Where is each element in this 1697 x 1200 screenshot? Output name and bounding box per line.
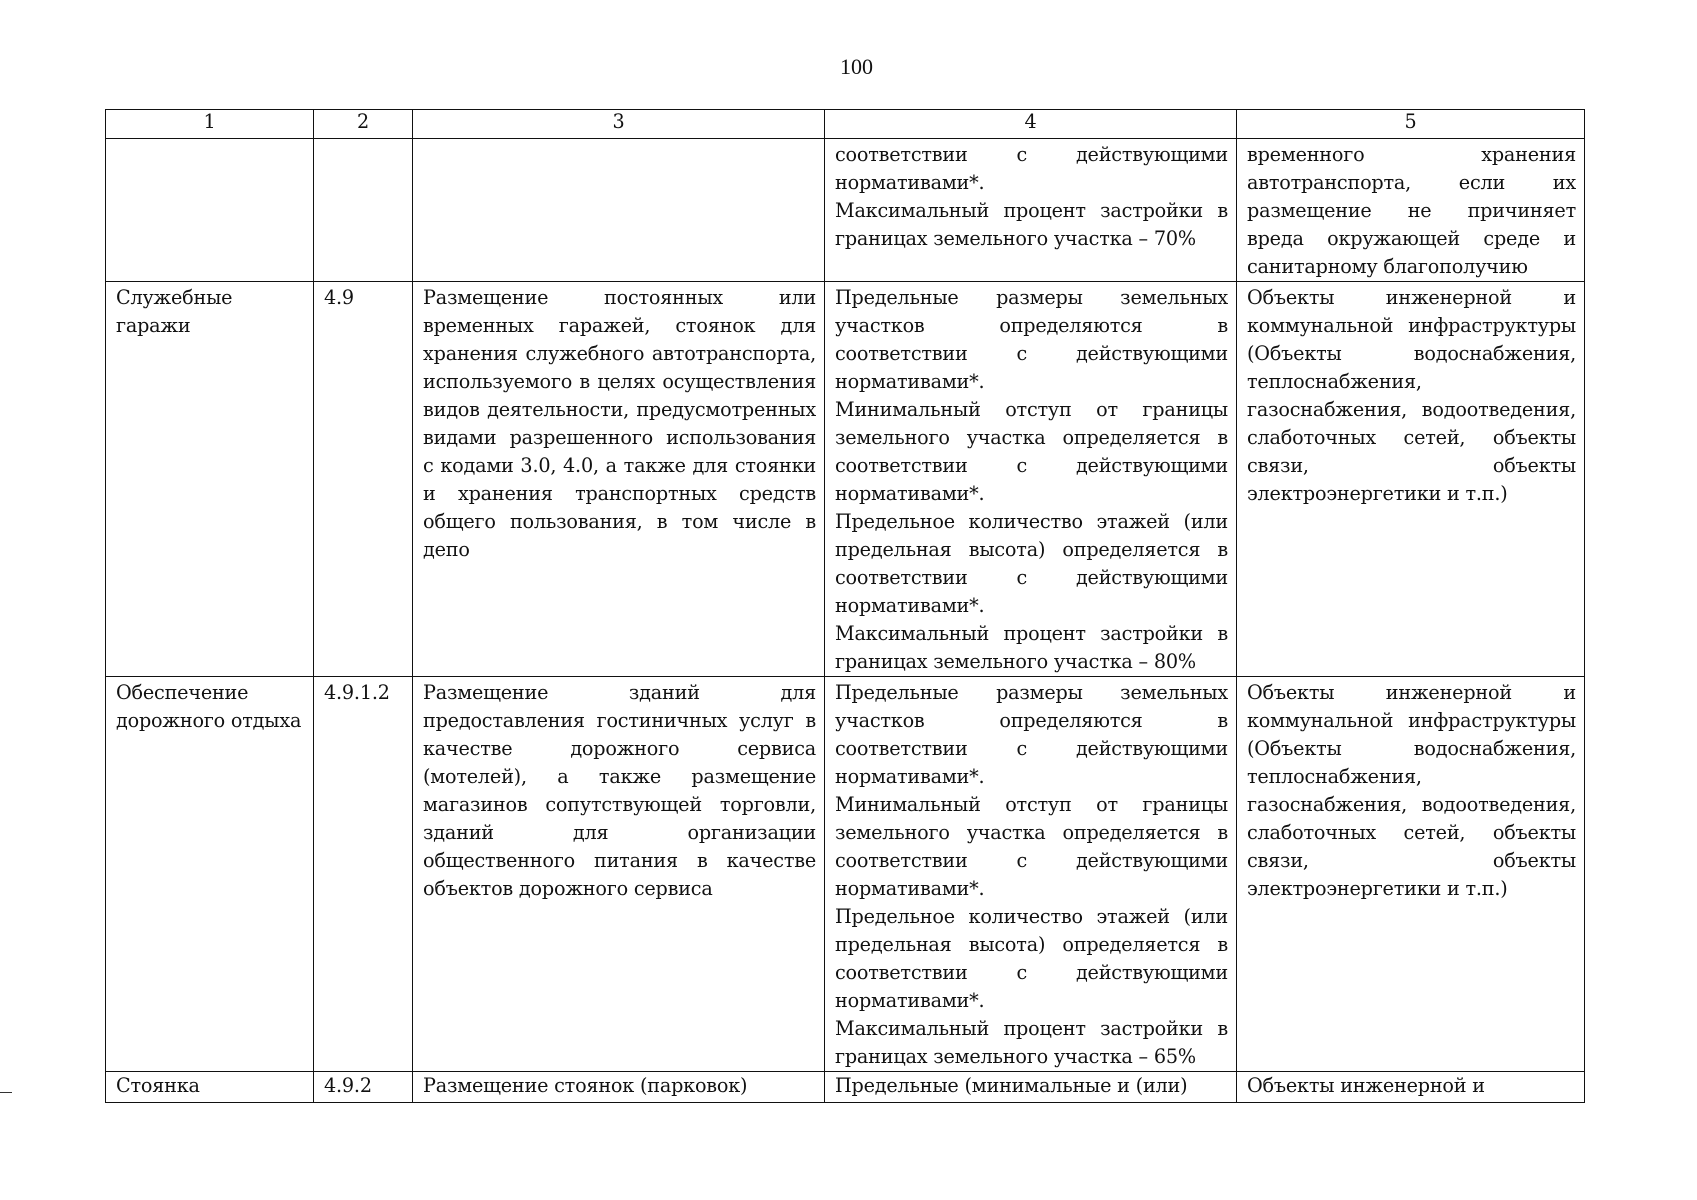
- cell-description: [413, 139, 825, 282]
- cell-code: 4.9.1.2: [314, 677, 413, 1072]
- table-header-row: [106, 110, 1585, 139]
- column-header: 4: [825, 110, 1237, 139]
- cell-objects: Объекты инженерной и коммунальной инфраструктуры (Объекты водоснабжения, теплоснабжения, газоснабжения, водоотведения, слаботочных сетей, объекты связи, объекты электроэнергетики и т.п.): [1237, 282, 1585, 677]
- column-header: 1: [106, 110, 314, 139]
- cell-description: Размещение стоянок (парковок): [413, 1072, 825, 1103]
- cell-description: Размещение зданий для предоставления гостиничных услуг в качестве дорожного сервиса (мотелей), а также размещение магазинов сопутствующей торговли, зданий для организации общественного питания в качестве объектов дорожного сервиса: [413, 677, 825, 1072]
- cell-name: Стоянка: [106, 1072, 314, 1103]
- cell-parameters: Предельные (минимальные и (или): [825, 1072, 1237, 1103]
- cell-name: [106, 139, 314, 282]
- table-row: [106, 282, 1585, 677]
- cell-parameters: Предельные размеры земельных участков определяются в соответствии с действующими нормативами*. Минимальный отступ от границы земельного участка определяется в соответствии с действующими нормативами*. Предельное количество этажей (или предельная высота) определяется в соответствии с действующими нормативами*. Максимальный процент застройки в границах земельного участка – 80%: [825, 282, 1237, 677]
- cell-objects: Объекты инженерной и коммунальной инфраструктуры (Объекты водоснабжения, теплоснабжения, газоснабжения, водоотведения, слаботочных сетей, объекты связи, объекты электроэнергетики и т.п.): [1237, 677, 1585, 1072]
- cell-code: 4.9.2: [314, 1072, 413, 1103]
- cell-code: [314, 139, 413, 282]
- column-header: 3: [413, 110, 825, 139]
- column-header: 2: [314, 110, 413, 139]
- cell-objects: Объекты инженерной и: [1237, 1072, 1585, 1103]
- land-use-table: [105, 109, 1585, 1103]
- table-row: [106, 1072, 1585, 1103]
- table-row: [106, 139, 1585, 282]
- cell-parameters: соответствии с действующими нормативами*. Максимальный процент застройки в границах земельного участка – 70%: [825, 139, 1237, 282]
- cell-name: Обеспечение дорожного отдыха: [106, 677, 314, 1072]
- margin-cut-line: [0, 1092, 12, 1093]
- table-row: [106, 677, 1585, 1072]
- cell-parameters: Предельные размеры земельных участков определяются в соответствии с действующими нормативами*. Минимальный отступ от границы земельного участка определяется в соответствии с действующими нормативами*. Предельное количество этажей (или предельная высота) определяется в соответствии с действующими нормативами*. Максимальный процент застройки в границах земельного участка – 65%: [825, 677, 1237, 1072]
- cell-code: 4.9: [314, 282, 413, 677]
- cell-name: Служебные гаражи: [106, 282, 314, 677]
- cell-description: Размещение постоянных или временных гаражей, стоянок для хранения служебного автотранспорта, используемого в целях осуществления видов деятельности, предусмотренных видами разрешенного использования с кодами 3.0, 4.0, а также для стоянки и хранения транспортных средств общего пользования, в том числе в депо: [413, 282, 825, 677]
- cell-objects: временного хранения автотранспорта, если их размещение не причиняет вреда окружающей среде и санитарному благополучию: [1237, 139, 1585, 282]
- page-number: 100: [840, 54, 873, 79]
- column-header: 5: [1237, 110, 1585, 139]
